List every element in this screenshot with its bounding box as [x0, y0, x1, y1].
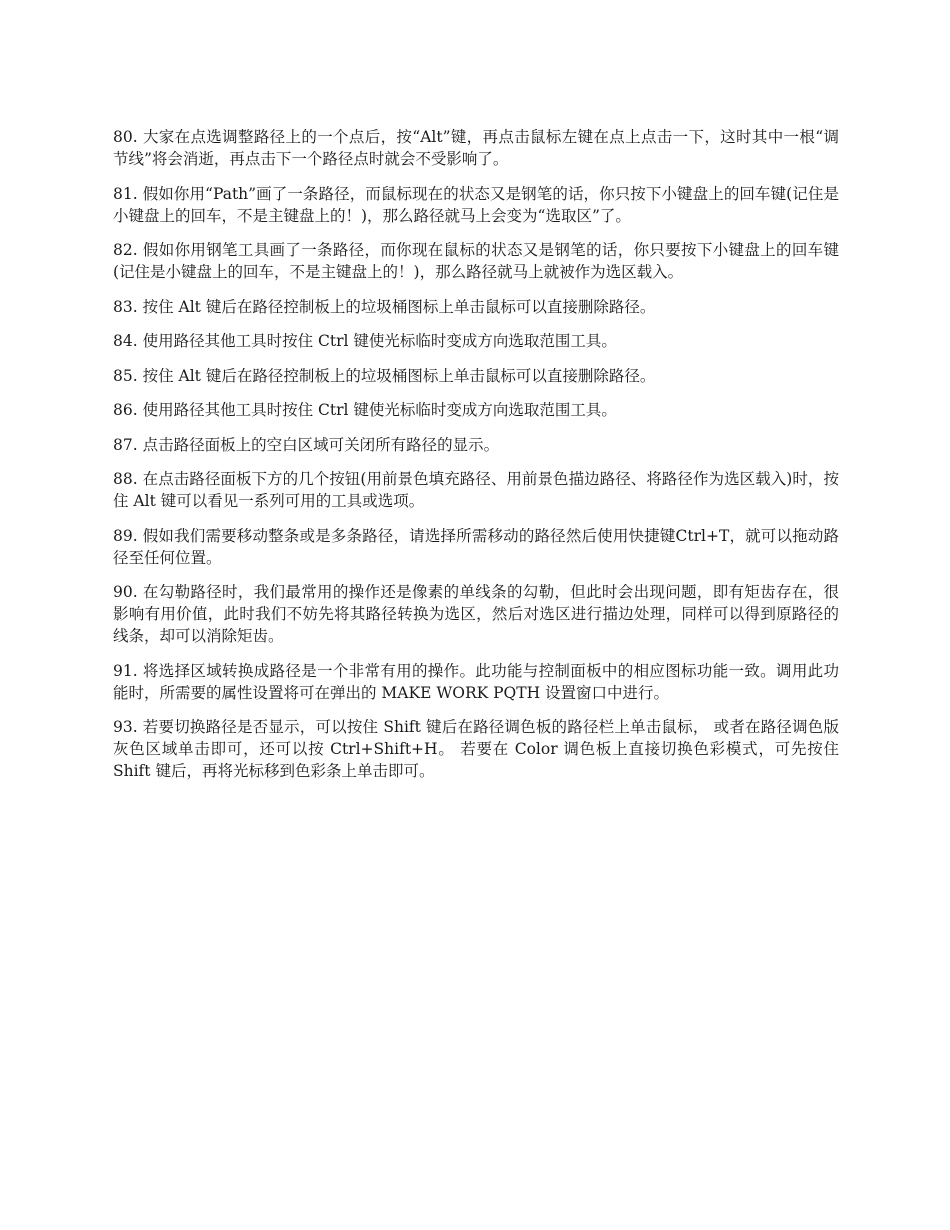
tip-text: 在点击路径面板下方的几个按钮(用前景色填充路径、用前景色描边路径、将路径作为选区载入)时，按住 Alt 键可以看见一系列可用的工具或选项。	[113, 470, 839, 510]
tip-text: 将选择区域转换成路径是一个非常有用的操作。此功能与控制面板中的相应图标功能一致。调用此功能时，所需要的属性设置将可在弹出的 MAKE WORK PQTH 设置窗口中进行。	[113, 661, 839, 702]
tip-paragraph	[113, 581, 839, 647]
tip-number: 84 .	[113, 332, 143, 350]
tip-paragraph	[113, 716, 839, 782]
tip-number: 89 .	[113, 527, 143, 545]
tip-number: 88 .	[113, 470, 143, 488]
tip-text: 若要切换路径是否显示，可以按住 Shift 键后在路径调色板的路径栏上单击鼠标， 或者在路径调色版灰色区域单击即可，还可以按 Ctrl+Shift+H。 若要在 Color 调色板上直接切换色彩模式，可先按住 Shift 键后，再将光标移到色彩条上单击即可。	[113, 718, 840, 780]
tip-paragraph	[113, 330, 839, 352]
tip-number: 90 .	[113, 583, 143, 601]
tip-text: 假如我们需要移动整条或是多条路径，请选择所需移动的路径然后使用快捷键Ctrl+T，就可以拖动路径至任何位置。	[113, 526, 839, 567]
document-page	[113, 126, 839, 795]
tip-paragraph	[113, 525, 839, 569]
tip-number: 87 .	[113, 436, 143, 454]
tip-paragraph	[113, 183, 839, 227]
tip-number: 80 .	[113, 128, 143, 146]
tip-number: 91 .	[113, 662, 143, 680]
tip-text: 使用路径其他工具时按住 Ctrl 键使光标临时变成方向选取范围工具。	[142, 401, 617, 419]
tip-number: 93 .	[113, 718, 143, 736]
tip-paragraph	[113, 468, 839, 512]
tip-paragraph	[113, 126, 839, 170]
tip-number: 85 .	[113, 367, 143, 385]
tip-number: 81 .	[113, 185, 143, 203]
tip-text: 使用路径其他工具时按住 Ctrl 键使光标临时变成方向选取范围工具。	[142, 332, 617, 350]
tip-paragraph	[113, 365, 839, 387]
tip-text: 假如你用“Path”画了一条路径，而鼠标现在的状态又是钢笔的话，你只按下小键盘上的回车键(记住是小键盘上的回车，不是主键盘上的！)，那么路径就马上会变为“选取区”了。	[113, 184, 839, 225]
tip-text: 假如你用钢笔工具画了一条路径，而你现在鼠标的状态又是钢笔的话，你只要按下小键盘上的回车键(记住是小键盘上的回车，不是主键盘上的！)，那么路径就马上就被作为选区载入。	[113, 241, 839, 281]
tip-text: 大家在点选调整路径上的一个点后，按“Alt”键，再点击鼠标左键在点上点击一下，这时其中一根“调节线”将会消逝，再点击下一个路径点时就会不受影响了。	[113, 128, 839, 168]
tip-paragraph	[113, 296, 839, 318]
tip-text: 在勾勒路径时，我们最常用的操作还是像素的单线条的勾勒，但此时会出现问题，即有矩齿存在，很影响有用价值，此时我们不妨先将其路径转换为选区，然后对选区进行描边处理，同样可以得到原路径的线条，却可以消除矩齿。	[113, 583, 839, 645]
tip-text: 按住 Alt 键后在路径控制板上的垃圾桶图标上单击鼠标可以直接删除路径。	[142, 366, 656, 385]
tip-paragraph	[113, 239, 839, 283]
tip-number: 83 .	[113, 298, 143, 316]
tip-paragraph	[113, 399, 839, 421]
tip-number: 86 .	[113, 401, 143, 419]
tip-text: 点击路径面板上的空白区域可关闭所有路径的显示。	[142, 435, 500, 454]
tip-number: 82 .	[113, 241, 143, 259]
tip-paragraph	[113, 660, 839, 704]
tip-text: 按住 Alt 键后在路径控制板上的垃圾桶图标上单击鼠标可以直接删除路径。	[142, 297, 656, 316]
tip-paragraph	[113, 434, 839, 456]
